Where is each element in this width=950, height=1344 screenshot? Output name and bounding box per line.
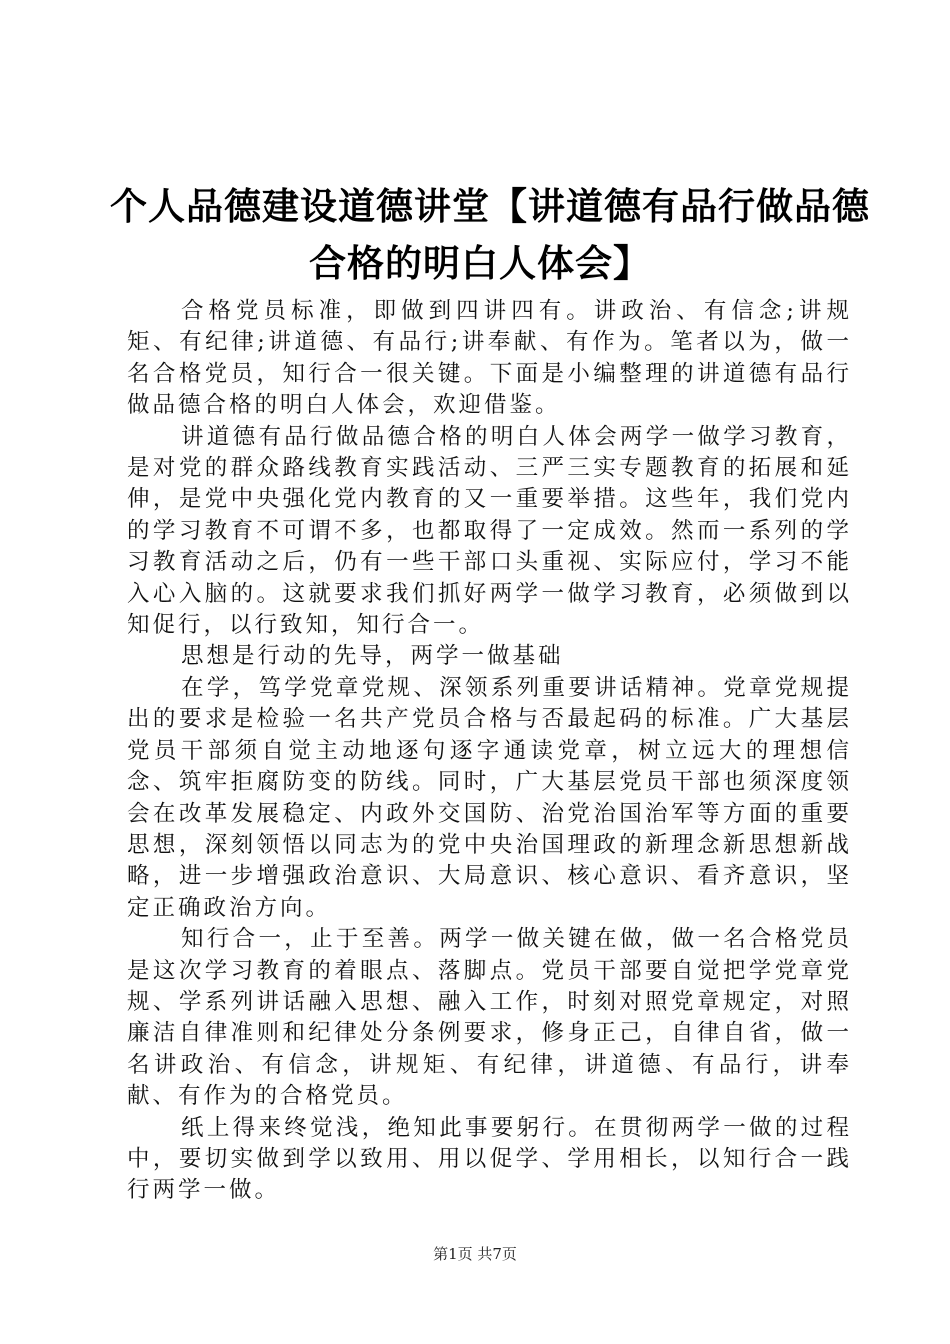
title-line-1: 个人品德建设道德讲堂【讲道德有品行做品德 <box>110 185 870 228</box>
paragraph-subheading: 思想是行动的先导，两学一做基础 <box>181 643 564 670</box>
paragraph-intro: 合格党员标准，即做到四讲四有。讲政治、有信念;讲规矩、有纪律;讲道德、有品行;讲奉献、有作为。笔者以为，做一名合格党员，知行合一很关键。下面是小编整理的讲道德有品行做品德合格的明白人体会，欢迎借鉴。 <box>127 298 852 419</box>
title-line-2: 合格的明白人体会】 <box>309 242 651 285</box>
paragraph-conclusion: 纸上得来终觉浅，绝知此事要躬行。在贯彻两学一做的过程中，要切实做到学以致用、用以促学、学用相长，以知行合一践行两学一做。 <box>127 1114 852 1204</box>
page-footer: 第1页 共7页 <box>433 1245 517 1263</box>
paragraph-two-studies: 讲道德有品行做品德合格的明白人体会两学一做学习教育，是对党的群众路线教育实践活动、三严三实专题教育的拓展和延伸，是党中央强化党内教育的又一重要举措。这些年，我们党内的学习教育不可谓不多，也都取得了一定成效。然而一系列的学习教育活动之后，仍有一些干部口头重视、实际应付，学习不能入心入脑的。这就要求我们抓好两学一做学习教育，必须做到以知促行，以行致知，知行合一。 <box>127 423 852 639</box>
document-title <box>110 178 870 292</box>
document-body <box>127 296 852 1207</box>
paragraph-study: 在学，笃学党章党规、深领系列重要讲话精神。党章党规提出的要求是检验一名共产党员合格与否最起码的标准。广大基层党员干部须自觉主动地逐句逐字通读党章，树立远大的理想信念、筑牢拒腐防变的防线。同时，广大基层党员干部也须深度领会在改革发展稳定、内政外交国防、治党治国治军等方面的重要思想，深刻领悟以同志为的党中央治国理政的新理念新思想新战略，进一步增强政治意识、大局意识、核心意识、看齐意识，坚定正确政治方向。 <box>127 674 852 921</box>
paragraph-practice: 知行合一，止于至善。两学一做关键在做，做一名合格党员是这次学习教育的着眼点、落脚点。党员干部要自觉把学党章党规、学系列讲话融入思想、融入工作，时刻对照党章规定，对照廉洁自律准则和纪律处分条例要求，修身正己，自律自省，做一名讲政治、有信念，讲规矩、有纪律，讲道德、有品行，讲奉献、有作为的合格党员。 <box>127 926 852 1110</box>
